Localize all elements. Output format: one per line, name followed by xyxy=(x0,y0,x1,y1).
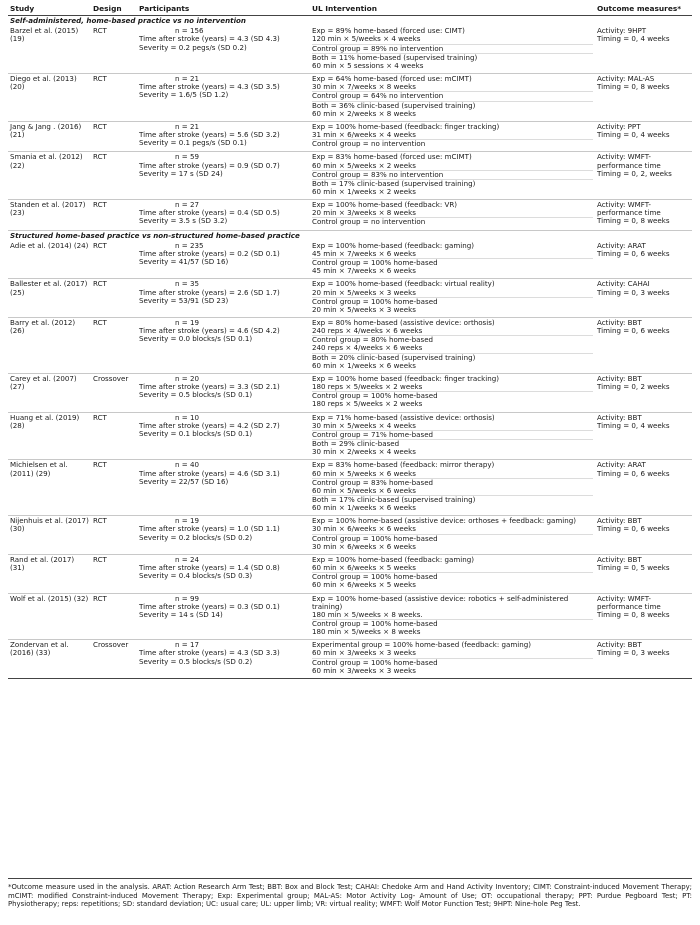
participants-line: Severity = 0.5 blocks/s (SD 0.2) xyxy=(139,656,253,666)
outcome-cell xyxy=(595,121,692,151)
outcome-line: Timing = 0, 8 weeks xyxy=(597,82,670,92)
study-citation: Barry et al. (2012) (26) xyxy=(10,318,76,336)
outcome-line: performance time xyxy=(597,601,661,611)
outcome-cell xyxy=(595,241,692,279)
intervention-line: 20 min × 5/weeks × 3 weeks xyxy=(312,287,416,297)
intervention-line: Exp = 80% home-based (assistive device: orthosis) xyxy=(312,318,495,327)
participants-cell xyxy=(137,318,310,374)
intervention-line: 30 min × 6/weeks × 6 weeks xyxy=(312,524,416,534)
participants-line: Time after stroke (years) = 0.2 (SD 0.1) xyxy=(139,248,280,258)
participants-line: Severity = 0.4 blocks/s (SD 0.3) xyxy=(139,571,253,581)
outcome-cell xyxy=(595,640,692,679)
study-citation: Carey et al. (2007) (27) xyxy=(10,373,77,392)
intervention-cell xyxy=(310,121,595,151)
participants-line: Time after stroke (years) = 4.3 (SD 4.3) xyxy=(139,34,280,44)
participants-line: Severity = 0.1 pegs/s (SD 0.1) xyxy=(139,138,247,148)
participants-line: Time after stroke (years) = 4.6 (SD 4.2) xyxy=(139,326,280,336)
study-design: RCT xyxy=(93,318,107,327)
participants-line: n = 27 xyxy=(175,200,199,210)
outcome-cell xyxy=(595,373,692,412)
section-title: Self-administered, home-based practice vs no intervention xyxy=(10,16,246,26)
intervention-line: 240 reps × 4/weeks × 6 weeks xyxy=(312,326,423,336)
outcome-line: Activity: WMFT- xyxy=(597,593,651,603)
outcome-line: Timing = 0, 4 weeks xyxy=(597,130,670,140)
section-title: Structured home-based practice vs non-structured home-based practice xyxy=(10,230,300,240)
outcome-cell xyxy=(595,516,692,555)
intervention-line: Control group = no intervention xyxy=(312,139,593,148)
intervention-line: Both = 20% clinic-based (supervised training) xyxy=(312,353,593,362)
participants-line: Time after stroke (years) = 4.6 (SD 3.1) xyxy=(139,468,280,478)
study-design: RCT xyxy=(93,240,107,250)
intervention-line: Exp = 89% home-based (forced use: CIMT) xyxy=(312,26,465,36)
intervention-line: Control group = 64% no intervention xyxy=(312,91,593,100)
intervention-line: 60 min × 6/weeks × 5 weeks xyxy=(312,580,416,590)
study-design: RCT xyxy=(93,26,107,36)
study-design: Crossover xyxy=(93,373,129,383)
table-row xyxy=(8,152,692,200)
intervention-line: 60 min × 3/weeks × 3 weeks xyxy=(312,648,416,658)
intervention-line: 180 reps × 5/weeks × 2 weeks xyxy=(312,382,423,392)
intervention-line: Exp = 83% home-based (forced use: mCIMT) xyxy=(312,152,472,162)
table-row xyxy=(8,554,692,593)
study-design: RCT xyxy=(93,516,107,526)
outcome-line: Timing = 0, 2, weeks xyxy=(597,168,672,178)
intervention-line: Control group = no intervention xyxy=(312,217,593,226)
outcome-line: Activity: BBT xyxy=(597,318,642,327)
table-header-row xyxy=(8,5,692,16)
intervention-line: Both = 29% clinic-based xyxy=(312,439,593,448)
intervention-line: Exp = 100% home-based (feedback: virtual reality) xyxy=(312,279,495,289)
intervention-line: 30 min × 5/weeks × 4 weeks xyxy=(312,420,416,430)
intervention-line: Control group = 89% no intervention xyxy=(312,44,593,53)
participants-line: Time after stroke (years) = 5.6 (SD 3.2) xyxy=(139,130,280,140)
participants-line: n = 235 xyxy=(175,240,204,250)
study-design: RCT xyxy=(93,412,107,422)
outcome-cell xyxy=(595,318,692,374)
participants-line: n = 21 xyxy=(175,121,199,131)
outcome-line: Timing = 0, 3 weeks xyxy=(597,287,670,297)
participants-cell xyxy=(137,593,310,640)
participants-cell xyxy=(137,640,310,679)
participants-line: Time after stroke (years) = 4.2 (SD 2.7) xyxy=(139,420,280,430)
table-row xyxy=(8,241,692,279)
intervention-line: Exp = 100% home-based (feedback: VR) xyxy=(312,200,458,210)
outcome-line: Activity: BBT xyxy=(597,373,642,383)
participants-line: Time after stroke (years) = 2.6 (SD 1.7) xyxy=(139,287,280,297)
participants-line: Time after stroke (years) = 0.4 (SD 0.5) xyxy=(139,208,280,218)
intervention-line: 30 min × 2/weeks × 4 weeks xyxy=(312,447,416,457)
intervention-cell xyxy=(310,373,595,412)
outcome-line: Activity: WMFT- xyxy=(597,200,651,210)
table-row xyxy=(8,640,692,679)
intervention-line: 20 min × 5/weeks × 3 weeks xyxy=(312,304,416,314)
participants-cell xyxy=(137,554,310,593)
intervention-cell xyxy=(310,460,595,516)
header-design: Design xyxy=(93,4,122,13)
participants-line: Severity = 41/57 (SD 16) xyxy=(139,257,229,267)
outcome-line: performance time xyxy=(597,160,661,170)
participants-line: Severity = 14 s (SD 14) xyxy=(139,609,223,619)
intervention-cell xyxy=(310,412,595,460)
outcome-line: Activity: CAHAI xyxy=(597,279,650,289)
intervention-cell xyxy=(310,279,595,318)
outcome-cell xyxy=(595,460,692,516)
participants-cell xyxy=(137,373,310,412)
intervention-line: Exp = 100% home-based (assistive device: robotics + self-administered training) xyxy=(312,593,569,611)
header-outcome: Outcome measures* xyxy=(597,4,682,13)
intervention-line: 60 min × 5 sessions × 4 weeks xyxy=(312,60,424,70)
intervention-line: Experimental group = 100% home-based (feedback: gaming) xyxy=(312,640,531,650)
outcome-cell xyxy=(595,412,692,460)
participants-line: Severity = 53/91 (SD 23) xyxy=(139,295,229,305)
intervention-line: Both = 11% home-based (supervised training) xyxy=(312,53,593,62)
participants-cell xyxy=(137,74,310,122)
outcome-line: Timing = 0, 4 weeks xyxy=(597,420,670,430)
study-citation: Adie et al. (2014) (24) xyxy=(10,240,89,250)
participants-line: Severity = 1.6/5 (SD 1.2) xyxy=(139,90,229,100)
intervention-line: Exp = 71% home-based (assistive device: orthosis) xyxy=(312,412,495,422)
outcome-line: Timing = 0, 2 weeks xyxy=(597,382,670,392)
intervention-line: 31 min × 6/weeks × 4 weeks xyxy=(312,130,416,140)
outcome-line: Timing = 0, 8 weeks xyxy=(597,609,670,619)
intervention-line: Exp = 100% home-based (feedback: gaming) xyxy=(312,554,475,564)
outcome-line: Activity: ARAT xyxy=(597,240,646,250)
outcome-cell xyxy=(595,279,692,318)
intervention-line: Both = 36% clinic-based (supervised training) xyxy=(312,101,593,110)
intervention-line: Exp = 100% home-based (feedback: finger tracking) xyxy=(312,121,500,131)
intervention-line: 30 min × 6/weeks × 6 weeks xyxy=(312,541,416,551)
participants-cell xyxy=(137,279,310,318)
intervention-line: Exp = 100% home-based (feedback: gaming) xyxy=(312,240,475,250)
intervention-line: 180 min × 5/weeks × 8 weeks. xyxy=(312,609,423,619)
participants-line: Severity = 0.0 blocks/s (SD 0.1) xyxy=(139,334,253,344)
participants-line: n = 40 xyxy=(175,460,199,470)
section-heading-row xyxy=(8,230,692,241)
outcome-line: Activity: ARAT xyxy=(597,460,646,470)
intervention-line: Control group = 100% home-based xyxy=(312,572,593,581)
participants-line: Severity = 22/57 (SD 16) xyxy=(139,476,229,486)
intervention-line: 180 min × 5/weeks × 8 weeks xyxy=(312,627,421,637)
participants-line: Severity = 0.2 blocks/s (SD 0.2) xyxy=(139,532,253,542)
table-row xyxy=(8,318,692,374)
participants-line: n = 17 xyxy=(175,640,199,650)
table-body xyxy=(8,16,692,679)
intervention-line: 45 min × 7/weeks × 6 weeks xyxy=(312,266,416,276)
intervention-line: Control group = 100% home-based xyxy=(312,391,593,400)
table-row xyxy=(8,279,692,318)
intervention-line: Exp = 64% home-based (forced use: mCIMT) xyxy=(312,74,472,84)
outcome-line: performance time xyxy=(597,208,661,218)
intervention-line: 180 reps × 5/weeks × 2 weeks xyxy=(312,399,423,409)
participants-line: Time after stroke (years) = 0.9 (SD 0.7) xyxy=(139,160,280,170)
outcome-cell xyxy=(595,554,692,593)
study-citation: Smania et al. (2012) (22) xyxy=(10,152,83,170)
outcome-line: Timing = 0, 4 weeks xyxy=(597,34,670,44)
participants-line: n = 19 xyxy=(175,318,199,327)
intervention-line: Control group = 100% home-based xyxy=(312,297,593,306)
intervention-line: Control group = 80% home-based xyxy=(312,335,593,344)
participants-line: n = 59 xyxy=(175,152,199,162)
outcome-line: Activity: WMFT- xyxy=(597,152,651,162)
participants-cell xyxy=(137,121,310,151)
participants-line: n = 35 xyxy=(175,279,199,289)
participants-line: Time after stroke (years) = 3.3 (SD 2.1) xyxy=(139,382,280,392)
intervention-line: 240 reps × 4/weeks × 6 weeks xyxy=(312,343,423,353)
intervention-line: Both = 17% clinic-based (supervised training) xyxy=(312,495,593,504)
intervention-cell xyxy=(310,516,595,555)
intervention-cell xyxy=(310,593,595,640)
outcome-line: Activity: BBT xyxy=(597,516,642,526)
intervention-line: Both = 17% clinic-based (supervised training) xyxy=(312,179,593,188)
table-row xyxy=(8,121,692,151)
outcome-line: Activity: 9HPT xyxy=(597,26,647,36)
intervention-line: 60 min × 5/weeks × 6 weeks xyxy=(312,468,416,478)
intervention-line: Control group = 100% home-based xyxy=(312,534,593,543)
intervention-line: 60 min × 1/weeks × 2 weeks xyxy=(312,186,416,196)
intervention-line: 60 min × 1/weeks × 6 weeks xyxy=(312,503,416,513)
table-row xyxy=(8,460,692,516)
participants-cell xyxy=(137,516,310,555)
participants-cell xyxy=(137,200,310,230)
intervention-line: Control group = 71% home-based xyxy=(312,430,593,439)
study-citation: Barzel et al. (2015) (19) xyxy=(10,26,79,44)
participants-line: n = 99 xyxy=(175,593,199,603)
participants-line: n = 156 xyxy=(175,26,204,36)
participants-line: n = 21 xyxy=(175,74,199,84)
participants-line: Severity = 0.1 blocks/s (SD 0.1) xyxy=(139,428,253,438)
participants-line: Severity = 0.2 pegs/s (SD 0.2) xyxy=(139,42,247,52)
intervention-line: 60 min × 5/weeks × 6 weeks xyxy=(312,485,416,495)
intervention-cell xyxy=(310,554,595,593)
outcome-line: Timing = 0, 5 weeks xyxy=(597,563,670,573)
table-row xyxy=(8,26,692,73)
participants-cell xyxy=(137,152,310,200)
intervention-line: Exp = 83% home-based (feedback: mirror therapy) xyxy=(312,460,495,470)
study-citation: Zondervan et al. (2016) (33) xyxy=(10,640,69,658)
header-participants: Participants xyxy=(139,4,190,13)
intervention-cell xyxy=(310,318,595,374)
outcome-line: Timing = 0, 6 weeks xyxy=(597,326,670,336)
intervention-cell xyxy=(310,241,595,279)
intervention-line: 60 min × 3/weeks × 3 weeks xyxy=(312,665,416,675)
study-citation: Michielsen et al. (2011) (29) xyxy=(10,460,68,478)
participants-cell xyxy=(137,241,310,279)
participants-line: n = 10 xyxy=(175,412,199,422)
study-citation: Diego et al. (2013) (20) xyxy=(10,74,77,92)
intervention-line: Control group = 100% home-based xyxy=(312,258,593,267)
participants-line: Time after stroke (years) = 4.3 (SD 3.5) xyxy=(139,82,280,92)
header-study: Study xyxy=(10,4,35,13)
outcome-line: Activity: BBT xyxy=(597,554,642,564)
intervention-line: Control group = 83% no intervention xyxy=(312,170,593,179)
study-design: RCT xyxy=(93,74,107,84)
outcome-line: Activity: MAL-AS xyxy=(597,74,655,84)
table-row xyxy=(8,593,692,640)
participants-line: n = 20 xyxy=(175,373,199,383)
study-citation: Rand et al. (2017) (31) xyxy=(10,554,75,573)
study-citation: Ballester et al. (2017) (25) xyxy=(10,279,88,297)
intervention-cell xyxy=(310,200,595,230)
intervention-line: Exp = 100% home based (feedback: finger tracking) xyxy=(312,373,499,383)
outcome-line: Timing = 0, 3 weeks xyxy=(597,648,670,658)
study-design: RCT xyxy=(93,152,107,162)
outcome-cell xyxy=(595,200,692,230)
study-citation: Standen et al. (2017) (23) xyxy=(10,200,86,218)
intervention-cell xyxy=(310,26,595,73)
participants-cell xyxy=(137,26,310,73)
participants-line: Time after stroke (years) = 1.4 (SD 0.8) xyxy=(139,563,280,573)
outcome-line: Activity: BBT xyxy=(597,640,642,650)
study-citation: Huang et al. (2019) (28) xyxy=(10,412,80,430)
study-design: Crossover xyxy=(93,640,129,650)
intervention-cell xyxy=(310,640,595,679)
intervention-line: Control group = 100% home-based xyxy=(312,619,593,628)
intervention-cell xyxy=(310,152,595,200)
outcome-line: Timing = 0, 6 weeks xyxy=(597,468,670,478)
study-design: RCT xyxy=(93,593,107,603)
study-citation: Nijenhuis et al. (2017) (30) xyxy=(10,516,89,534)
intervention-line: 60 min × 6/weeks × 5 weeks xyxy=(312,563,416,573)
study-design: RCT xyxy=(93,460,107,470)
study-citation: Wolf et al. (2015) (32) xyxy=(10,593,89,603)
participants-line: Time after stroke (years) = 1.0 (SD 1.1) xyxy=(139,524,280,534)
outcome-cell xyxy=(595,26,692,73)
participants-cell xyxy=(137,460,310,516)
intervention-line: 45 min × 7/weeks × 6 weeks xyxy=(312,248,416,258)
outcome-cell xyxy=(595,152,692,200)
table-row xyxy=(8,200,692,230)
outcome-cell xyxy=(595,593,692,640)
table-row xyxy=(8,74,692,122)
study-design: RCT xyxy=(93,554,107,564)
study-design: RCT xyxy=(93,279,107,289)
intervention-line: 60 min × 5/weeks × 2 weeks xyxy=(312,160,416,170)
outcome-line: Timing = 0, 6 weeks xyxy=(597,524,670,534)
intervention-line: 120 min × 5/weeks × 4 weeks xyxy=(312,34,421,44)
intervention-line: 60 min × 2/weeks × 8 weeks xyxy=(312,108,416,118)
table-row xyxy=(8,412,692,460)
outcome-line: Activity: BBT xyxy=(597,412,642,422)
section-heading-row xyxy=(8,16,692,27)
footnote: *Outcome measure used in the analysis. ARAT: Action Research Arm Test; BBT: Box and Block Test; CAHAI: Chedoke Arm and Hand Activity Inventory; CIMT: Constraint-induced Movement Therapy; mCIMT: modified Constraint-induced Movement Therapy; Exp: Experimental group; MAL-AS: Motor Activity Log- Amount of Use; OT: occupational therapy; PPT: Purdue Pegboard Test; PT: Physiotherapy; reps: repetitions; SD: standard deviation; UC: usual care; UL: upper limb; VR: virtual reality; WMFT: Wolf Motor Function Test; 9HPT: Nine-hole Peg Test. xyxy=(8,878,692,909)
study-design: RCT xyxy=(93,121,107,131)
header-intervention: UL Intervention xyxy=(312,4,377,13)
intervention-line: 30 min × 7/weeks × 8 weeks xyxy=(312,82,416,92)
outcome-line: Activity: PPT xyxy=(597,121,641,131)
participants-line: Severity = 0.5 blocks/s (SD 0.1) xyxy=(139,390,253,400)
participants-line: n = 24 xyxy=(175,554,199,564)
study-design: RCT xyxy=(93,200,107,210)
participants-line: Severity = 3.5 s (SD 3.2) xyxy=(139,216,228,226)
participants-cell xyxy=(137,412,310,460)
intervention-line: 20 min × 3/weeks × 8 weeks xyxy=(312,208,416,218)
intervention-line: Exp = 100% home-based (assistive device: orthoses + feedback: gaming) xyxy=(312,516,577,526)
participants-line: Time after stroke (years) = 4.3 (SD 3.3) xyxy=(139,648,280,658)
participants-line: Severity = 17 s (SD 24) xyxy=(139,168,223,178)
intervention-line: Control group = 100% home-based xyxy=(312,658,593,667)
study-citation: Jang & Jang . (2016) (21) xyxy=(10,121,82,140)
participants-line: n = 19 xyxy=(175,516,199,526)
outcome-line: Timing = 0, 8 weeks xyxy=(597,216,670,226)
outcome-line: Timing = 0, 6 weeks xyxy=(597,248,670,258)
outcome-cell xyxy=(595,74,692,122)
studies-table xyxy=(8,5,692,679)
table-row xyxy=(8,516,692,555)
intervention-line: Control group = 83% home-based xyxy=(312,478,593,487)
intervention-line: 60 min × 1/weeks × 6 weeks xyxy=(312,360,416,370)
participants-line: Time after stroke (years) = 0.3 (SD 0.1) xyxy=(139,601,280,611)
intervention-cell xyxy=(310,74,595,122)
table-row xyxy=(8,373,692,412)
